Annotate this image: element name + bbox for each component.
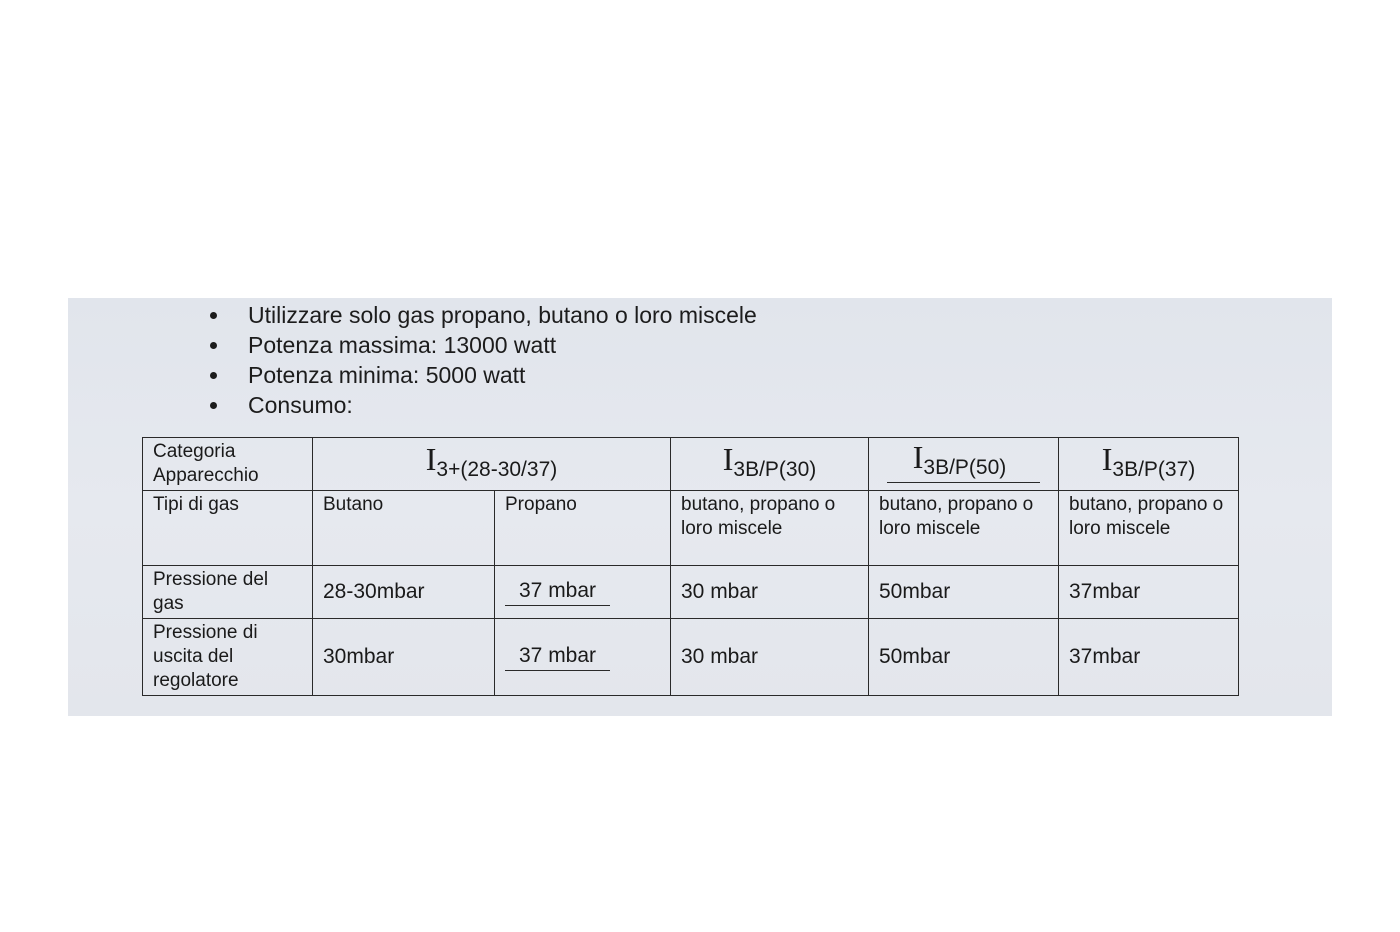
row-label: Pressione del gas	[143, 566, 313, 619]
table-cell: 28-30mbar	[313, 566, 495, 619]
bullet-icon	[210, 342, 217, 349]
category-header-label: Categoria Apparecchio	[143, 438, 313, 491]
category-row	[143, 438, 1239, 491]
category-cell: $I_{3B/P(50)}$	[869, 438, 1059, 491]
table-cell: Butano	[313, 491, 495, 566]
spec-item: Utilizzare solo gas propano, butano o loro miscele	[208, 300, 757, 330]
spec-item: Potenza massima: 13000 watt	[208, 330, 757, 360]
table-cell: butano, propano o loro miscele	[869, 491, 1059, 566]
table-cell: butano, propano o loro miscele	[1059, 491, 1239, 566]
table-cell	[495, 619, 671, 696]
bullet-icon	[210, 312, 217, 319]
spec-list	[208, 300, 757, 420]
gas-type-row	[143, 491, 1239, 566]
bullet-icon	[210, 402, 217, 409]
category-cell: $I_{3B/P(37)}$	[1059, 438, 1239, 491]
table-cell: 30mbar	[313, 619, 495, 696]
gas-spec-table	[142, 437, 1239, 696]
table-cell: Propano	[495, 491, 671, 566]
table-cell: 30 mbar	[671, 619, 869, 696]
category-cell: $I_{3B/P(30)}$	[671, 438, 869, 491]
bullet-icon	[210, 372, 217, 379]
regulator-outlet-row	[143, 619, 1239, 696]
underlined-value: 37 mbar	[505, 579, 610, 606]
category-cell: $I_{3+(28-30/37)}$	[313, 438, 671, 491]
table-cell: 37mbar	[1059, 619, 1239, 696]
row-label: Tipi di gas	[143, 491, 313, 566]
table-cell: 30 mbar	[671, 566, 869, 619]
table-cell	[495, 566, 671, 619]
table-cell: 50mbar	[869, 619, 1059, 696]
table-cell: 37mbar	[1059, 566, 1239, 619]
table-cell: butano, propano o loro miscele	[671, 491, 869, 566]
spec-item: Consumo:	[208, 390, 757, 420]
spec-item: Potenza minima: 5000 watt	[208, 360, 757, 390]
table-cell: 50mbar	[869, 566, 1059, 619]
underlined-value: 37 mbar	[505, 644, 610, 671]
gas-pressure-row	[143, 566, 1239, 619]
row-label: Pressione di uscita del regolatore	[143, 619, 313, 696]
